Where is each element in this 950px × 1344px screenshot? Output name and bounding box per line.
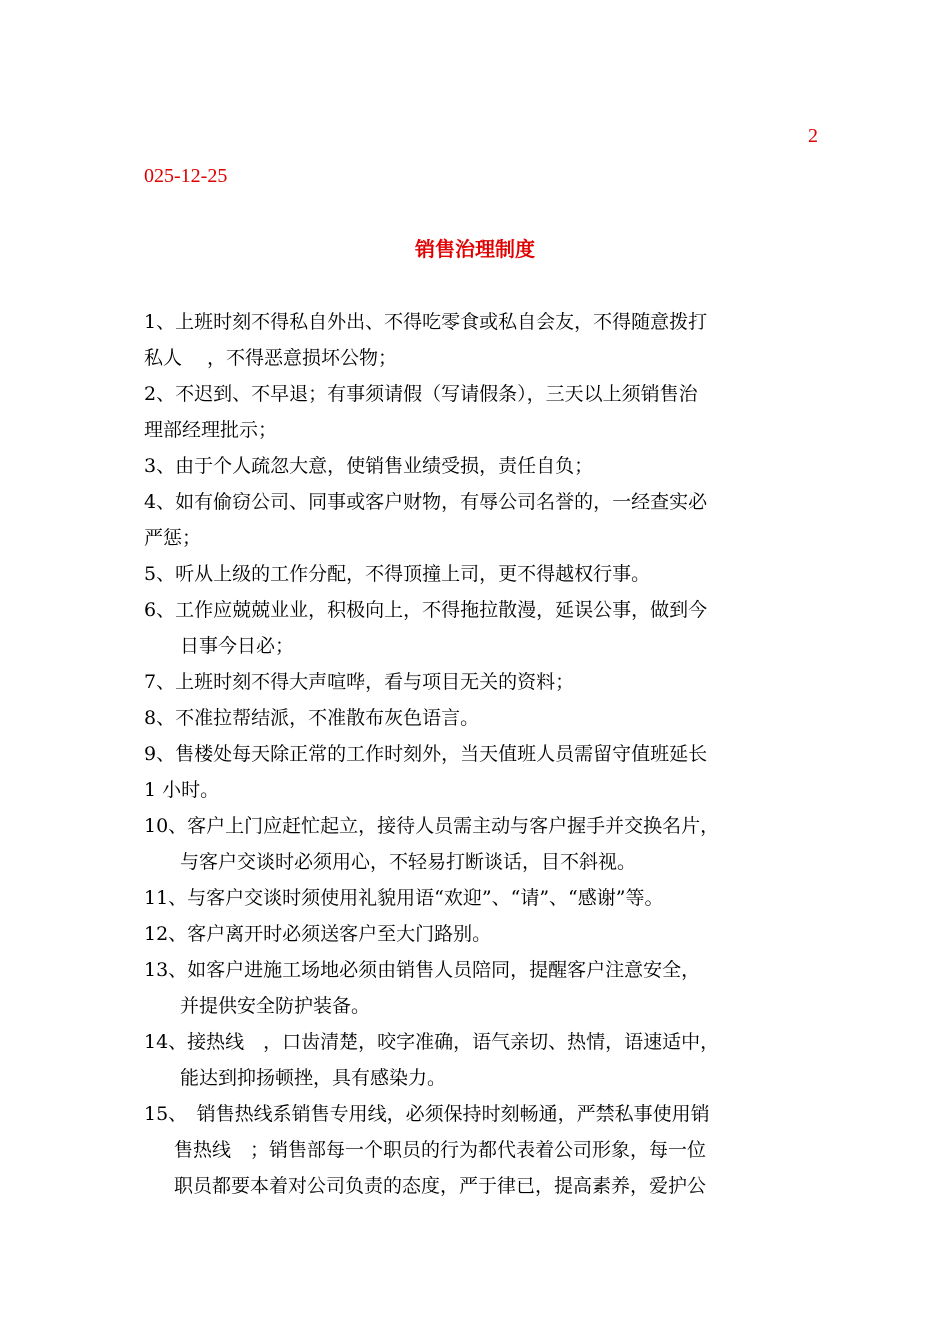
rules-list (144, 304, 824, 1204)
rule-item (144, 448, 824, 484)
rule-item (144, 592, 824, 664)
rule-line: 7、上班时刻不得大声喧哗，看与项目无关的资料； (144, 671, 575, 693)
rule-line: 8、不准拉帮结派，不准散布灰色语言。 (144, 707, 480, 729)
rule-line: 并提供安全防护装备。 (180, 995, 371, 1017)
rule-line: 10、客户上门应赶忙起立，接待人员需主动与客户握手并交换名片， (144, 815, 720, 837)
rule-line: 14、接热线 ，口齿清楚，咬字准确，语气亲切、热情，语速适中， (144, 1031, 720, 1053)
rule-line: 1、上班时刻不得私自外出、不得吃零食或私自会友，不得随意拨打 (144, 311, 708, 333)
document-title: 销售治理制度 (415, 237, 535, 261)
rule-item (144, 808, 824, 880)
rule-line: 与客户交谈时必须用心，不轻易打断谈话，目不斜视。 (180, 851, 637, 873)
rule-line: 日事今日必； (180, 635, 295, 657)
rule-line: 5、听从上级的工作分配，不得顶撞上司，更不得越权行事。 (144, 563, 651, 585)
rule-item (144, 556, 824, 592)
rule-line: 9、售楼处每天除正常的工作时刻外，当天值班人员需留守值班延长 (144, 743, 708, 765)
rule-item (144, 880, 824, 916)
rule-item (144, 484, 824, 556)
rule-item (144, 1024, 824, 1096)
rule-item (144, 304, 824, 376)
rule-item (144, 952, 824, 1024)
rule-line: 4、如有偷窃公司、同事或客户财物，有辱公司名誉的，一经查实必 (144, 491, 708, 513)
document-date: 025-12-25 (144, 165, 228, 187)
rule-line: 1 小时。 (144, 779, 220, 801)
rule-item (144, 736, 824, 808)
rule-item (144, 376, 824, 448)
rule-line: 职员都要本着对公司负责的态度，严于律已，提高素养，爱护公 (174, 1175, 707, 1197)
rule-line: 12、客户离开时必须送客户至大门路别。 (144, 923, 492, 945)
rule-line: 13、如客户进施工场地必须由销售人员陪同，提醒客户注意安全， (144, 959, 701, 981)
rule-line: 理部经理批示； (144, 419, 278, 441)
rule-line: 能达到抑扬顿挫，具有感染力。 (180, 1067, 447, 1089)
rule-item (144, 1096, 824, 1204)
rule-line: 15、 销售热线系销售专用线，必须保持时刻畅通，严禁私事使用销 (144, 1103, 710, 1125)
page-number: 2 (808, 125, 818, 147)
rule-line: 6、工作应兢兢业业，积极向上，不得拖拉散漫，延误公事，做到今 (144, 599, 708, 621)
rule-line: 私人 ，不得恶意损坏公物； (144, 347, 398, 369)
rule-line: 售热线 ；销售部每一个职员的行为都代表着公司形象，每一位 (174, 1139, 707, 1161)
rule-line: 2、不迟到、不早退；有事须请假（写请假条），三天以上须销售治 (144, 383, 698, 405)
rule-item (144, 664, 824, 700)
rule-line: 严惩； (144, 527, 202, 549)
rule-line: 11、与客户交谈时须使用礼貌用语“欢迎”、“请”、“感谢”等。 (144, 887, 664, 909)
rule-item (144, 916, 824, 952)
rule-item (144, 700, 824, 736)
rule-line: 3、由于个人疏忽大意，使销售业绩受损，责任自负； (144, 455, 594, 477)
